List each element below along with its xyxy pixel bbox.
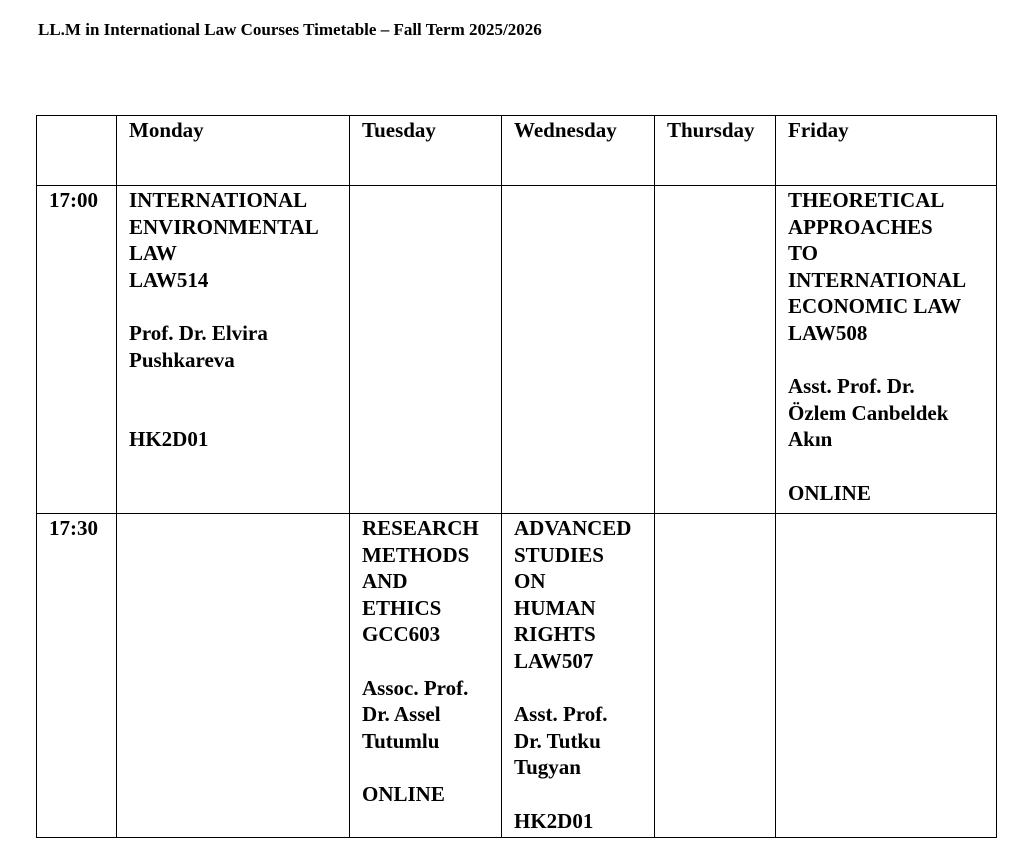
spacer-line	[788, 347, 990, 374]
course-text-line: METHODS	[362, 542, 470, 567]
header-row	[37, 116, 997, 186]
course-text-line: ONLINE	[362, 781, 445, 806]
course-text-line: Pushkareva	[129, 347, 235, 372]
time-row-1730	[37, 514, 997, 838]
time-label: 17:30	[37, 514, 117, 838]
course-cell-wednesday	[502, 514, 655, 838]
corner-cell	[37, 116, 117, 186]
time-label: 17:00	[37, 186, 117, 514]
course-text-line: LAW507	[514, 648, 594, 673]
course-text-line: Dr. Tutku	[514, 728, 601, 753]
spacer-line	[514, 781, 648, 808]
day-header-friday: Friday	[776, 116, 997, 186]
course-cell-tuesday	[350, 514, 502, 838]
course-text-line: GCC603	[362, 622, 441, 647]
course-text-line: Tugyan	[514, 755, 581, 780]
course-text-line: LAW514	[129, 267, 209, 292]
course-text-line: Assoc. Prof.	[362, 675, 469, 700]
course-text-line: RESEARCH	[362, 516, 479, 540]
course-text-line: ENVIRONMENTAL	[129, 214, 319, 239]
timetable	[36, 115, 997, 838]
course-text-line: INTERNATIONAL	[129, 188, 308, 212]
course-text-line: Tutumlu	[362, 728, 440, 753]
course-cell-monday	[117, 186, 350, 514]
empty-cell	[117, 514, 350, 838]
course-text-line: STUDIES	[514, 542, 604, 567]
course-text-line: RIGHTS	[514, 622, 596, 647]
course-text-line: Akın	[788, 427, 833, 452]
course-text-line: ADVANCED	[514, 516, 632, 540]
spacer-line	[514, 675, 648, 702]
day-header-wednesday: Wednesday	[502, 116, 655, 186]
empty-cell	[655, 186, 776, 514]
course-text-line: ON	[514, 569, 546, 594]
course-text-line: APPROACHES	[788, 214, 933, 239]
spacer-line	[129, 400, 343, 427]
course-text-line: ETHICS	[362, 595, 442, 620]
day-header-tuesday: Tuesday	[350, 116, 502, 186]
empty-cell	[502, 186, 655, 514]
course-text-line: LAW	[129, 241, 177, 266]
course-text-line: Dr. Assel	[362, 702, 441, 727]
course-text-line: Asst. Prof.	[514, 702, 608, 727]
course-text-line: HK2D01	[129, 427, 209, 452]
course-text-line: LAW508	[788, 320, 868, 345]
day-header-thursday: Thursday	[655, 116, 776, 186]
day-header-monday: Monday	[117, 116, 350, 186]
course-text-line: ONLINE	[788, 480, 871, 505]
course-text-line: Prof. Dr. Elvira	[129, 320, 268, 345]
document-title: LL.M in International Law Courses Timetable – Fall Term 2025/2026	[38, 20, 542, 39]
course-text-line: THEORETICAL	[788, 188, 945, 212]
course-cell-friday	[776, 186, 997, 514]
spacer-line	[362, 648, 495, 675]
course-text-line: HUMAN	[514, 595, 596, 620]
spacer-line	[362, 754, 495, 781]
empty-cell	[655, 514, 776, 838]
spacer-line	[129, 373, 343, 400]
spacer-line	[129, 293, 343, 320]
empty-cell	[350, 186, 502, 514]
course-text-line: HK2D01	[514, 808, 594, 833]
course-text-line: Özlem Canbeldek	[788, 400, 949, 425]
course-text-line: TO	[788, 241, 818, 266]
course-text-line: AND	[362, 569, 408, 594]
spacer-line	[788, 453, 990, 480]
course-text-line: ECONOMIC LAW	[788, 294, 962, 319]
course-text-line: INTERNATIONAL	[788, 267, 967, 292]
time-row-1700	[37, 186, 997, 514]
empty-cell	[776, 514, 997, 838]
course-text-line: Asst. Prof. Dr.	[788, 374, 915, 399]
